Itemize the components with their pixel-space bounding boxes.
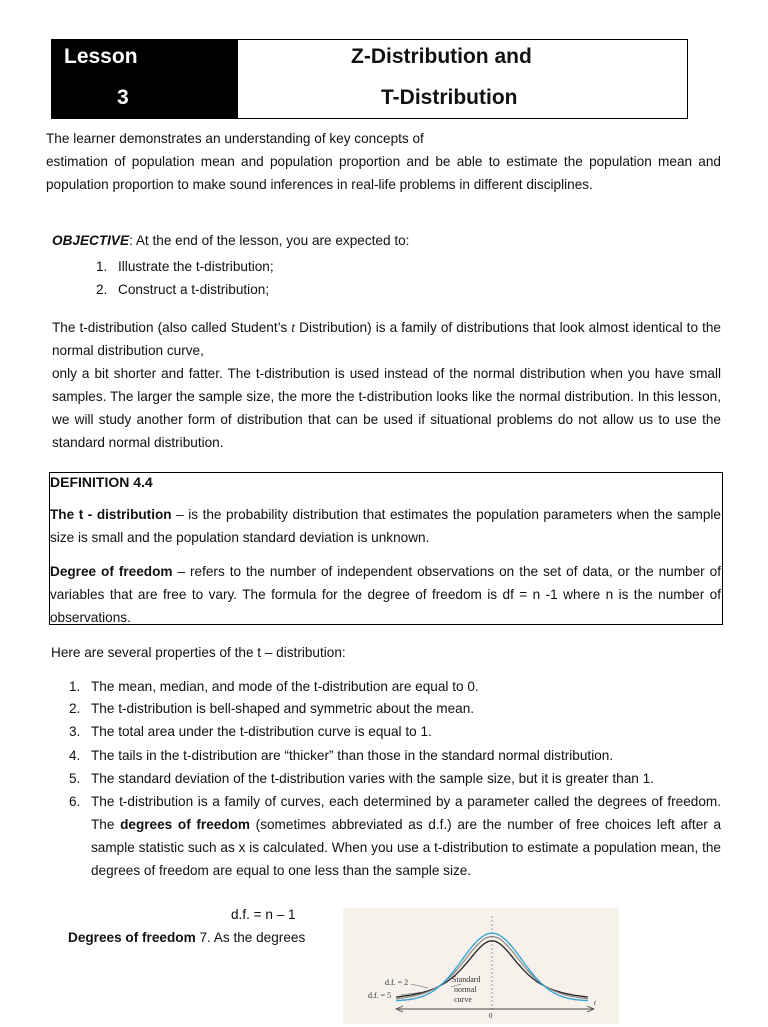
lesson-badge xyxy=(52,40,238,118)
objective-line xyxy=(52,229,722,252)
lesson-header xyxy=(51,39,688,119)
definition-heading: DEFINITION 4.4 xyxy=(50,474,153,490)
overview-paragraph-2: only a bit shorter and fatter. The t-distribution is used instead of the normal distribution when you have small samples. The larger the sample size, the more the t-distribution looks like the normal distribution. In this lesson, we will study another form of distribution that can be used if situational problems do not allow us to use the standard normal distribution. xyxy=(52,366,721,450)
lesson-number: 3 xyxy=(117,86,129,109)
t-distribution-figure xyxy=(343,908,619,1024)
label-t: t xyxy=(594,999,596,1007)
t-distribution-curves xyxy=(343,908,619,1024)
title-line-2: T-Distribution xyxy=(381,86,518,109)
closing-line: Degrees of freedom 7. As the degrees xyxy=(68,930,306,945)
intro-paragraph: estimation of population mean and population proportion and be able to estimate the population mean and population proportion to make sound inferences in real-life problems in different disciplines. xyxy=(46,154,721,192)
intro-line: The learner demonstrates an understanding of key concepts of xyxy=(46,131,424,146)
properties-intro: Here are several properties of the t – distribution: xyxy=(51,645,346,660)
label-zero: 0 xyxy=(489,1012,493,1020)
objective-label: OBJECTIVE xyxy=(52,233,130,248)
definition-t-distribution: The t - distribution – is the probability distribution that estimates the population parameters when the sample size is small and the population standard deviation is unknown. xyxy=(50,507,721,545)
definition-degree-of-freedom: Degree of freedom – refers to the number of independent observations on the set of data, or the number of variables that are free to vary. The formula for the degree of freedom is df = n -1 where n is the number of observations. xyxy=(50,564,721,625)
title-line-1: Z-Distribution and xyxy=(351,45,532,68)
label-df2: d.f. = 2 xyxy=(385,978,409,987)
label-curve: curve xyxy=(454,995,472,1004)
label-normal: normal xyxy=(454,985,477,994)
curve-standard-normal xyxy=(396,933,588,1000)
overview-paragraph-1: The t-distribution (also called Student’s t Distribution) is a family of distributions that look almost identical to the normal distribution curve, xyxy=(52,320,721,358)
objective-item-text: Illustrate the t-distribution; xyxy=(118,259,274,274)
objective-text: : At the end of the lesson, you are expected to: xyxy=(129,233,410,248)
lesson-title xyxy=(238,40,687,118)
objective-item-text: Construct a t-distribution; xyxy=(118,282,270,297)
label-df5: d.f. = 5 xyxy=(368,991,392,1000)
df-formula: d.f. = n – 1 xyxy=(231,907,296,922)
label-standard: Standard xyxy=(452,975,481,984)
df2-leader xyxy=(411,984,428,988)
lesson-label: Lesson xyxy=(64,45,138,68)
